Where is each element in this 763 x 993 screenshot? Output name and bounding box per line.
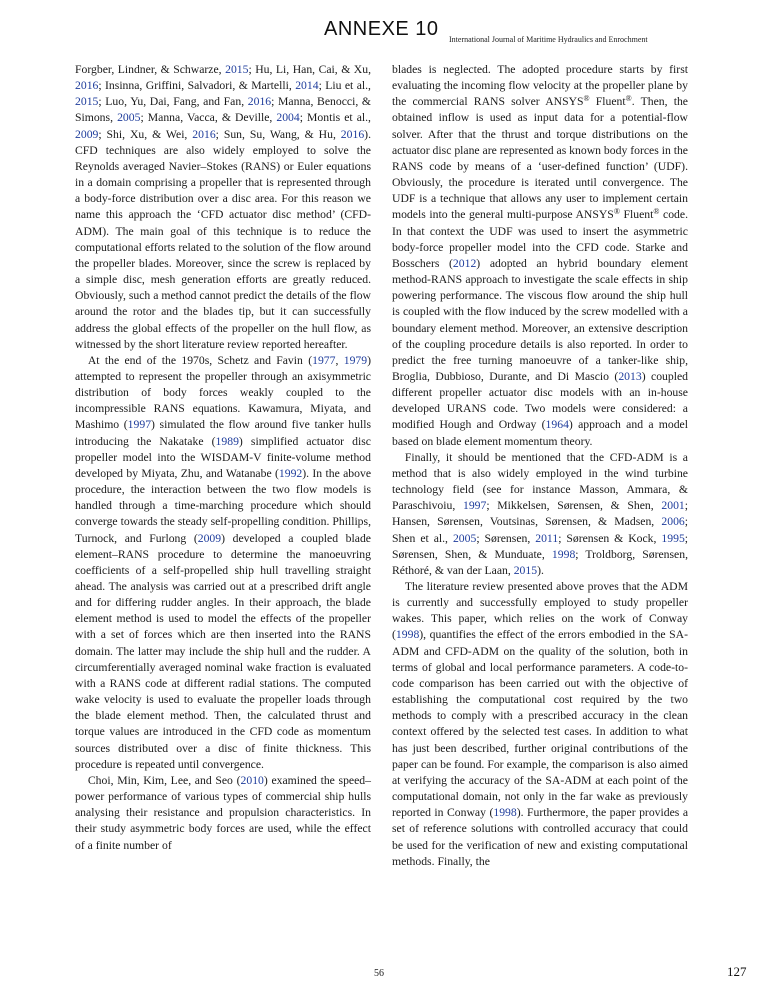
citation-year-link[interactable]: 2014 (295, 79, 319, 93)
registered-mark: ® (613, 207, 620, 217)
text-run: ) adopted an hybrid boundary element method-RANS approach to investigate the scale effects in ship powering performance. The viscous flow around the ship hull is coupled with the flow induced by the screw modelled with a boundary element method. Moreover, an extensive description of the coupling procedure details is also reported. In order to predict the free turning manoeuvre of a tanker-like ship, Broglia, Dubbioso, Durante, and Di Mascio ( (392, 256, 688, 383)
citation-year-link[interactable]: 1992 (278, 466, 303, 480)
citation-year-link[interactable]: 1998 (551, 547, 576, 561)
text-run: ). (537, 563, 544, 577)
text-run: ) attempted to represent the propeller through an axisymmetric distribution of body forces weakly coupled to the incompressible RANS equations. Kawamura, Miyata, and Mashimo ( (75, 353, 372, 432)
registered-mark: ® (583, 94, 590, 104)
text-run: ; Mikkelsen, Sørensen, & Shen, (486, 499, 662, 513)
left-column (75, 62, 371, 854)
text-run: ). Furthermore, the paper provides a set of reference solutions with controlled accuracy that could be used for the verification of new and existing computational methods. Finally, the (392, 806, 689, 868)
text-run: ; Sørensen, (476, 531, 536, 545)
text-run: ; Hu, Li, Han, Cai, & Xu, (248, 63, 371, 76)
text-run: ; Montis et al., (299, 111, 371, 125)
text-run: ; Troldborg, Sørensen, Réthoré, & van der Laan, (392, 547, 688, 577)
text-run: ; Shen et al., (392, 515, 688, 545)
text-run: ) developed a coupled blade element–RANS procedure to determine the manoeuvring coefficients of a self-propelled ship hull travelling straight ahead. The analysis was carried out at a prescribed drift angle and for differing rudder angles. In their approach, the blade element method is used to model the effects of the propeller with a set of forces which are then inserted into the RANS domain. The latter may include the ship hull and the rudder. A circumferentially averaged nominal wake fraction is evaluated with a RANS code at different radial stations. The computed wake velocity is used to evaluate the propeller loads through the blade element method. Then, the calculated thrust and torque values are introduced in the CFD code as momentum sources distributed over a disc of finite thickness. This procedure is repeated until convergence. (75, 531, 371, 771)
citation-year-link[interactable]: 1977 (312, 353, 336, 367)
citation-year-link[interactable]: 1998 (395, 628, 420, 642)
citation-year-link[interactable]: 2016 (340, 127, 365, 141)
text-run: ; Sørensen & Kock, (558, 531, 662, 545)
citation-year-link[interactable]: 2009 (197, 531, 222, 545)
citation-year-link[interactable]: 1997 (127, 418, 152, 432)
text-run: ; Manna, Benocci, & Simons, (75, 95, 371, 125)
citation-year-link[interactable]: 2012 (452, 256, 477, 270)
annexe-heading: ANNEXE 10 (324, 18, 439, 40)
citation-year-link[interactable]: 2006 (661, 515, 685, 529)
citation-year-link[interactable]: 2011 (535, 531, 559, 545)
text-run: ; Liu et al., (318, 79, 371, 93)
paragraph (75, 773, 371, 854)
paragraph (392, 450, 688, 579)
text-run: blades is neglected. The adopted procedure starts by first evaluating the incoming flow velocity at the propeller plane by the commercial RANS solver ANSYS (392, 63, 688, 109)
text-run: ) simplified actuator disc propeller model into the WISDAM-V finite-volume method developed by Miyata, Zhu, and Watanabe ( (75, 434, 371, 480)
text-run: ; Luo, Yu, Dai, Fang, and Fan, (98, 95, 248, 109)
citation-year-link[interactable]: 1989 (215, 434, 239, 448)
citation-year-link[interactable]: 1998 (493, 806, 517, 820)
citation-year-link[interactable]: 2015 (513, 563, 538, 577)
citation-year-link[interactable]: 1964 (545, 418, 569, 432)
text-run: ). In the above procedure, the interaction between the two flow models is handled through a time-marching procedure which should converge towards the steady self-propelling condition. Phillips, Turnock, and Furlong ( (75, 466, 372, 545)
text-run: ; Sørensen, Shen, & Munduate, (392, 531, 689, 561)
text-run: Forgber, Lindner, & Schwarze, (75, 63, 226, 76)
text-run: . Then, the obtained inflow is used as input data for a potential-flow solver. After that the thrust and torque distributions on the actuator disc plane are represented as known body forces in the RANS code by means of a ‘user-defined function’ (UDF). Obviously, the procedure is iterated until convergence. The UDF is a technique that allows any user to implement certain models into the general multi-purpose ANSYS (392, 95, 688, 222)
right-column (392, 62, 688, 870)
citation-year-link[interactable]: 2016 (247, 95, 272, 109)
text-run: , (335, 353, 344, 367)
citation-year-link[interactable]: 2010 (240, 773, 264, 787)
paragraph (392, 579, 688, 870)
text-run: The literature review presented above proves that the ADM is currently and successfully employed to study propeller wakes. This paper, which relies on the work of Conway ( (392, 580, 688, 642)
text-run: Choi, Min, Kim, Lee, and Seo ( (87, 773, 241, 787)
citation-year-link[interactable]: 1995 (661, 531, 685, 545)
citation-year-link[interactable]: 2001 (661, 499, 685, 513)
citation-year-link[interactable]: 2009 (75, 127, 99, 141)
citation-year-link[interactable]: 1997 (462, 499, 487, 513)
paragraph (75, 353, 371, 773)
citation-year-link[interactable]: 2016 (192, 127, 216, 141)
text-run: ). CFD techniques are also widely employed to solve the Reynolds averaged Navier–Stokes (RANS) or Euler equations in a domain comprising a propeller that is represented through a body-force distribution over a disc area. For this reason we name this approach the ‘CFD actuator disc method’ (CFD-ADM). The main goal of this technique is to reduce the computational efforts related to the solution of the flow around the propeller blades. Moreover, since the screw is replaced by a simple disc, mesh generation efforts are greatly reduced. Obviously, such a method cannot predict the details of the flow around the rotor and the blades tip, but it can successfully address the global effects of the propeller on the hull flow, as witnessed by the short literature review reported hereafter. (75, 127, 371, 351)
registered-mark: ® (653, 207, 660, 217)
text-run: code. In that context the UDF was used to insert the asymmetric body-force propeller model into the CFD code. Starke and Bosschers ( (392, 208, 689, 270)
citation-year-link[interactable]: 2005 (452, 531, 477, 545)
text-run: ), quantifies the effect of the errors embodied in the SA-ADM and CFD-ADM on the quality of the solution, both in terms of global and local performance parameters. A code-to-code comparison has been carried out with the objective of establishing the computational cost required by the two methods to comply with a prescribed accuracy in the clean context offered by the selected test cases. In addition to what has just been described, further original contributions of the paper can be found. For example, the comparison is also aimed at verifying the accuracy of the SA-ADM at each point of the computational domain, not only in the far wake as previously reported in Conway ( (392, 628, 688, 820)
text-run: At the end of the 1970s, Schetz and Favin ( (87, 353, 313, 367)
text-run: Fluent (589, 95, 626, 109)
paragraph (75, 62, 371, 353)
paragraph (392, 62, 688, 450)
page-number-right: 127 (727, 964, 747, 979)
text-run: ; Manna, Vacca, & Deville, (140, 111, 277, 125)
citation-year-link[interactable]: 2016 (75, 79, 99, 93)
registered-mark: ® (625, 94, 632, 104)
page-number-center: 56 (374, 968, 384, 979)
text-run: ) examined the speed–power performance of various types of commercial ship hulls analysing their resistance and propulsion characteristics. In their study asymmetric body forces are used, while the effect of a finite number of (75, 773, 371, 852)
citation-year-link[interactable]: 2015 (75, 95, 99, 109)
text-run: ; Insinna, Griffini, Salvadori, & Martelli, (98, 79, 296, 93)
citation-year-link[interactable]: 2004 (276, 111, 300, 125)
text-run: ; Shi, Xu, & Wei, (98, 127, 193, 141)
citation-year-link[interactable]: 2005 (117, 111, 141, 125)
text-run: ; Sun, Su, Wang, & Hu, (215, 127, 341, 141)
text-run: ) approach and a model based on blade element momentum theory. (392, 418, 688, 448)
text-run: ; Hansen, Sørensen, Voutsinas, Sørensen, & Madsen, (392, 499, 688, 529)
citation-year-link[interactable]: 2013 (618, 369, 642, 383)
text-run: ) simulated the flow around five tanker hulls introducing the Nakatake ( (75, 418, 372, 448)
text-run: ) coupled different propeller actuator disc models with an in-house developed URANS code. Two models were considered: a modified Hough and Ordway ( (392, 369, 688, 432)
citation-year-link[interactable]: 1979 (343, 353, 368, 367)
text-run: Finally, it should be mentioned that the CFD-ADM is a method that is also widely employed in the wind turbine technology field (see for instance Masson, Ammara, & Paraschivoiu, (392, 450, 688, 513)
journal-title: International Journal of Maritime Hydraulics and Enrochment (449, 35, 648, 44)
citation-year-link[interactable]: 2015 (225, 63, 249, 76)
text-run: Fluent (619, 208, 654, 222)
